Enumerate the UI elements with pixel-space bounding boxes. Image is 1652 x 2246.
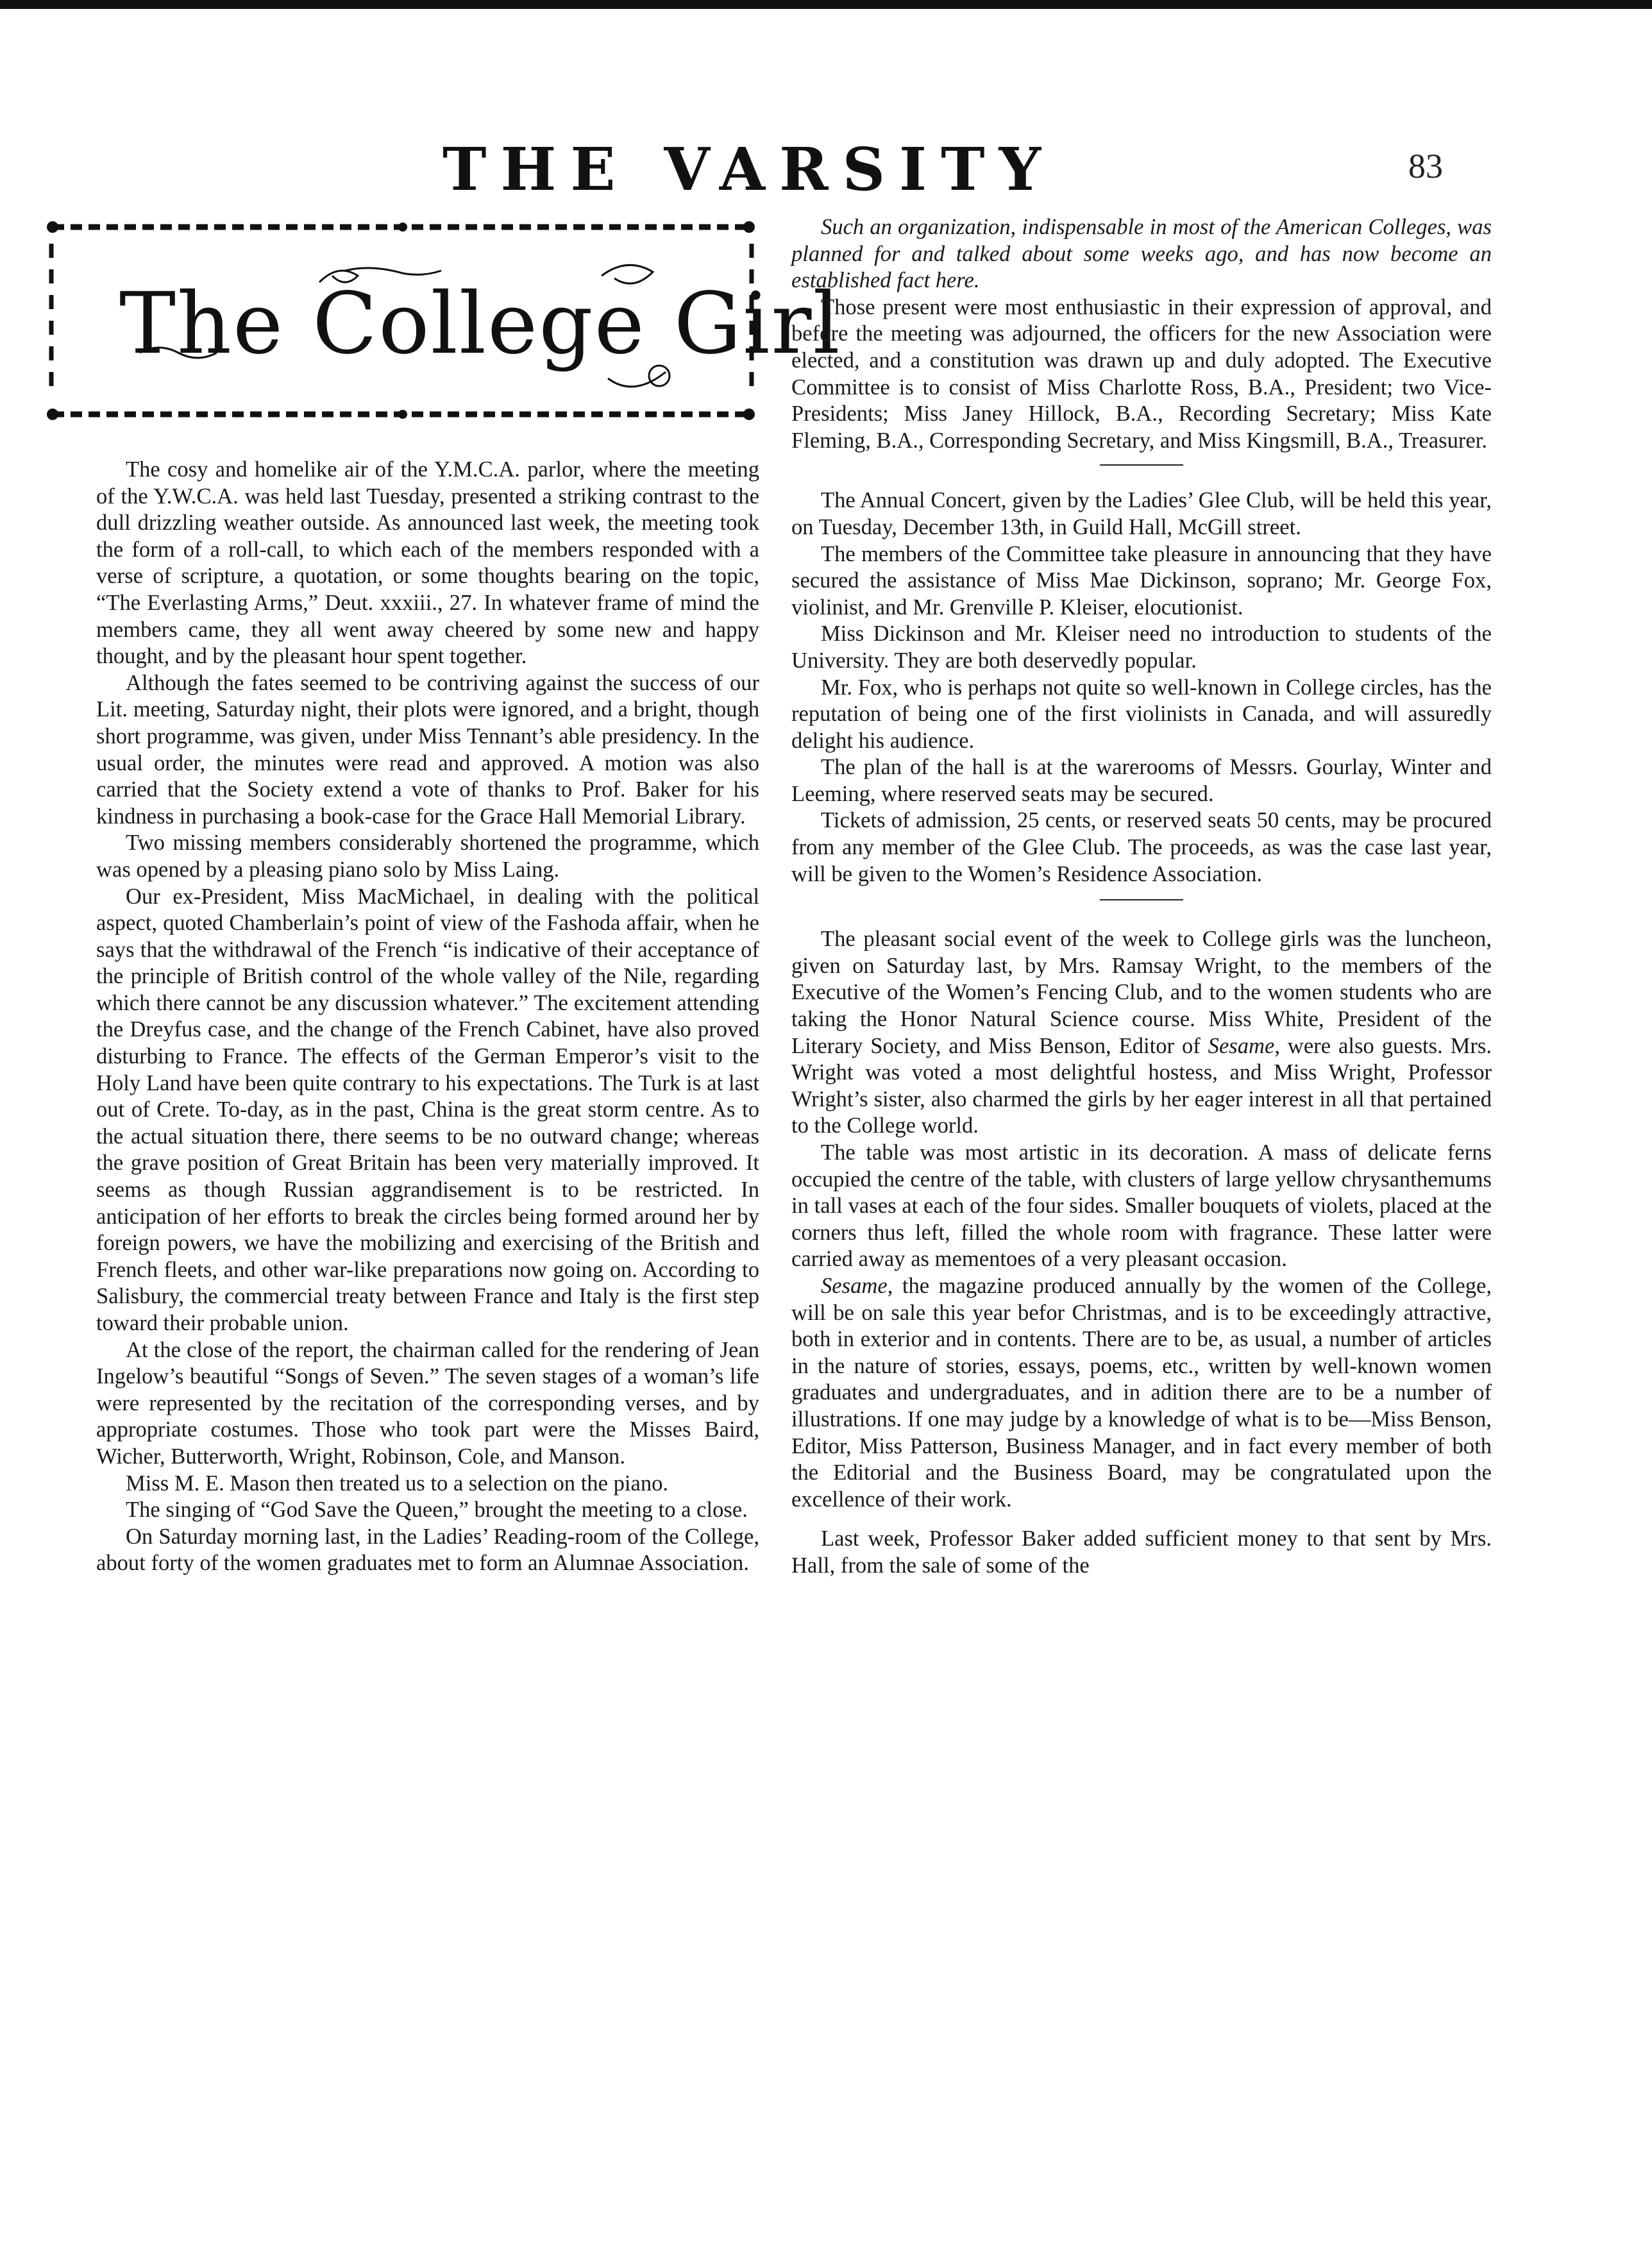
article-paragraph: Our ex-President, Miss MacMichael, in dealing with the political aspect, quoted Chamberlain’s point of view of the Fashoda affair, when he says that the withdrawal of the French “is indicative of their acceptance of the principle of British control of the whole valley of the Nile, regarding which there cannot be any discussion whatever.” The excitement attending the Dreyfus case, and the change of the French Cabinet, have also proved disturbing to France. The effects of the German Emperor’s visit to the Holy Land have been quite contrary to his expectations. The Turk is at last out of Crete. To-day, as in the past, China is the great storm centre. As to the actual situation there, there seems to be no outward change; whereas the grave position of Great Britain has been very materially improved. It seems as though Russian aggrandisement is to be restricted. In anticipation of her efforts to break the circles being formed around her by foreign powers, we have the mobilizing and exercising of the British and French fleets, and other war-like preparations now going on. According to Salisbury, the commercial treaty between France and Italy is the first step toward their probable union. bbox=[96, 884, 759, 1335]
section-divider bbox=[1100, 899, 1183, 900]
top-edge-rule bbox=[0, 0, 1652, 9]
article-paragraph: Miss Dickinson and Mr. Kleiser need no introduction to students of the University. They are both deservedly popular. bbox=[791, 621, 1492, 673]
article-paragraph: Tickets of admission, 25 cents, or reserved seats 50 cents, may be procured from any member of the Glee Club. The proceeds, as was the case last year, will be given to the Women’s Residence Association. bbox=[791, 808, 1492, 886]
masthead bbox=[0, 135, 1652, 205]
article-paragraph: The Annual Concert, given by the Ladies’ Glee Club, will be held this year, on Tuesday, December 13th, in Guild Hall, McGill street. bbox=[791, 488, 1492, 539]
right-column bbox=[791, 214, 1492, 1580]
article-paragraph: The cosy and homelike air of the Y.M.C.A. parlor, where the meeting of the Y.W.C.A. was held last Tuesday, presented a striking contrast to the dull drizzling weather outside. As announced last week, the meeting took the form of a roll-call, to which each of the members responded with a verse of scripture, a quotation, or some thoughts bearing on the topic, “The Everlasting Arms,” Deut. xxxiii., 27. In whatever frame of mind the members came, they all went away cheered by some new and happy thought, and by the pleasant hour spent together. bbox=[96, 457, 759, 669]
article-paragraph: Two missing members considerably shortened the programme, which was opened by a pleasing piano solo by Miss Laing. bbox=[96, 831, 759, 882]
magazine-name: Sesame bbox=[821, 1273, 888, 1298]
text-run: , were also guests. Mrs. Wright was voted a most delightful hostess, and Miss Wright, Professor Wright’s sister, also charmed the girls by her eager interest in all that pertained to the College world. bbox=[791, 1033, 1492, 1138]
article-paragraph: The plan of the hall is at the warerooms of Messrs. Gourlay, Winter and Leeming, where reserved seats may be secured. bbox=[791, 755, 1492, 806]
article-paragraph bbox=[791, 1273, 1492, 1513]
page-number: 83 bbox=[1408, 147, 1443, 185]
masthead-title: THE VARSITY bbox=[442, 135, 1056, 204]
article-paragraph: At the close of the report, the chairman called for the rendering of Jean Ingelow’s beautiful “Songs of Seven.” The seven stages of a woman’s life were represented by the recitation of the corresponding verses, and by appropriate costumes. Those who took part were the Misses Baird, Wicher, Butterworth, Wright, Robinson, Cole, and Manson. bbox=[96, 1337, 759, 1469]
article-paragraph: Mr. Fox, who is perhaps not quite so well-known in College circles, has the reputation of being one of the first violinists in Canada, and will assuredly delight his audience. bbox=[791, 675, 1492, 753]
article-paragraph: Such an organization, indispensable in most of the American Colleges, was planned for and talked about some weeks ago, and has now become an established fact here. bbox=[791, 215, 1492, 293]
article-paragraph: Although the fates seemed to be contriving against the success of our Lit. meeting, Saturday night, their plots were ignored, and a bright, though short programme, was given, under Miss Tennant’s able presidency. In the usual order, the minutes were read and approved. A motion was also carried that the Society extend a vote of thanks to Prof. Baker for his kindness in purchasing a book-case for the Grace Hall Memorial Library. bbox=[96, 670, 759, 829]
article-paragraph: The table was most artistic in its decoration. A mass of delicate ferns occupied the centre of the table, with clusters of large yellow chrysanthemums in tall vases at each of the four sides. Smaller bouquets of violets, placed at the corners thus left, filled the whole room with fragrance. These latter were carried away as mementoes of a very pleasant occasion. bbox=[791, 1140, 1492, 1272]
text-run: , the magazine produced annually by the women of the College, will be on sale this year befor Christmas, and is to be exceedingly attractive, both in exterior and in contents. There are to be, as usual, a number of articles in the nature of stories, essays, poems, etc., written by well-known women graduates and undergraduates, and in adition there are to be a number of illustrations. If one may judge by a knowledge of what is to be—Miss Benson, Editor, Miss Patterson, Business Manager, and in fact every member of both the Editorial and the Business Board, may be congratulated upon the excellence of their work. bbox=[791, 1273, 1492, 1512]
article-paragraph: The members of the Committee take pleasure in announcing that they have secured the assistance of Miss Mae Dickinson, soprano; Mr. George Fox, violinist, and Mr. Grenville P. Kleiser, elocutionist. bbox=[791, 541, 1492, 620]
section-divider bbox=[1100, 464, 1183, 466]
section-title: The College Girl bbox=[119, 274, 841, 373]
article-paragraph: Last week, Professor Baker added sufficient money to that sent by Mrs. Hall, from the sale of some of the bbox=[791, 1526, 1492, 1578]
article-paragraph: The singing of “God Save the Queen,” brought the meeting to a close. bbox=[126, 1498, 748, 1523]
article-paragraph: On Saturday morning last, in the Ladies’ Reading-room of the College, about forty of the women graduates met to form an Alumnae Association. bbox=[96, 1524, 759, 1576]
article-paragraph: Miss M. E. Mason then treated us to a selection on the piano. bbox=[126, 1471, 669, 1496]
left-column bbox=[96, 457, 759, 1577]
magazine-name: Sesame bbox=[1208, 1033, 1275, 1058]
section-banner bbox=[44, 218, 841, 423]
article-paragraph: Those present were most enthusiastic in their expression of approval, and before the meeting was adjourned, the officers for the new Association were elected, and a constitution was drawn up and duly adopted. The Executive Committee is to consist of Miss Charlotte Ross, B.A., President; two Vice-Presidents; Miss Janey Hillock, B.A., Recording Secretary; Miss Kate Fleming, B.A., Corresponding Secretary, and Miss Kingsmill, B.A., Treasurer. bbox=[791, 294, 1492, 453]
text-run: The pleasant social event of the week to College girls was the luncheon, given on Saturday last, by Mrs. Ramsay Wright, to the members of the Executive of the Women’s Fencing Club, and to the women students who are taking the Honor Natural Science course. Miss White, President of the Literary Society, and Miss Benson, Editor of bbox=[791, 927, 1492, 1058]
article-paragraph bbox=[791, 926, 1492, 1140]
